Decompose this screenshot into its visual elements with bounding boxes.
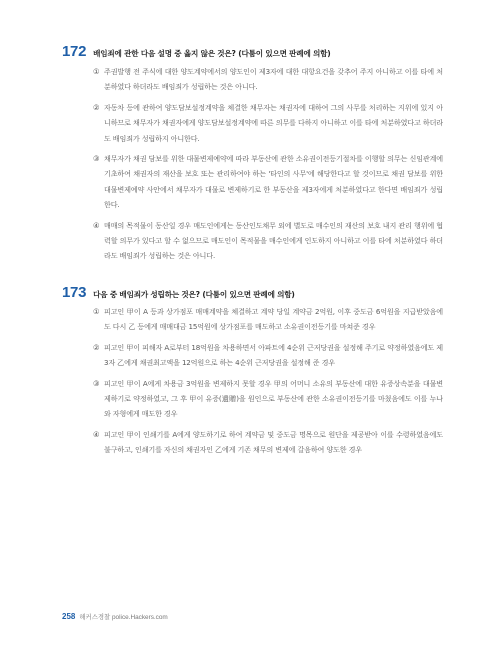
option-item [93, 304, 443, 335]
option-mark: ③ [93, 154, 100, 164]
question-title: 다음 중 배임죄가 성립하는 것은? (다툼이 있으면 판례에 의함) [93, 290, 295, 299]
page-footer [62, 612, 168, 621]
option-item [93, 100, 443, 146]
option-item [93, 64, 443, 95]
option-text: 채무자가 채권 담보를 위한 대물변제예약에 따라 부동산에 관한 소유권이전등기절차를 이행할 의무는 신임관계에 기초하여 채권자의 재산을 보호 또는 관리하여야 하는 '타인의 사무'에 해당한다고 할 것이므로 채권 담보를 위한 대물변제예약 사안에서 채무자가 대물로 변제하기로 한 부동산을 제3자에게 처분하였다고 한다면 배임죄가 성립한다. [104, 154, 443, 210]
option-mark: ① [93, 307, 100, 316]
option-item [93, 340, 443, 371]
option-item [93, 376, 443, 422]
question-172-options [93, 64, 443, 269]
option-text: 매매의 목적물이 동산일 경우 매도인에게는 동산인도채무 외에 별도로 매수인의 재산의 보호 내지 관리 행위에 협력할 의무가 있다고 할 수 없으므로 매도인이 목적물을 매수인에게 인도하지 아니하고 이를 타에 처분하였다 하더라도 배임죄가 성립하는 것은 아니다. [104, 220, 443, 261]
page-number: 258 [62, 612, 76, 621]
option-mark: ④ [93, 220, 100, 230]
question-173-options [93, 304, 443, 463]
option-text: 자동차 등에 관하여 양도담보설정계약을 체결한 채무자는 채권자에 대하여 그의 사무를 처리하는 지위에 있지 아니하므로 채무자가 채권자에게 양도담보설정계약에 따른 의무를 다하지 아니하고 이를 타에 처분하였다고 하더라도 배임죄가 성립하지 아니한다. [104, 102, 443, 143]
option-text: 피고인 甲이 인쇄기를 A에게 양도하기로 하여 계약금 및 중도금 명목으로 원단을 제공받아 이를 수령하였음에도 불구하고, 인쇄기를 자신의 채권자인 乙에게 기존 채무의 변제에 갈음하여 양도한 경우 [104, 429, 443, 455]
option-item [93, 151, 443, 213]
question-172-header [62, 43, 331, 60]
option-mark: ② [93, 342, 100, 352]
question-number: 172 [62, 43, 87, 60]
question-number: 173 [62, 284, 87, 301]
option-item [93, 427, 443, 458]
question-173-header [62, 284, 295, 301]
option-text: 주권발행 전 주식에 대한 양도계약에서의 양도인이 제3자에 대한 대항요건을 갖추어 주지 아니하고 이를 타에 처분하였다 하더라도 배임죄가 성립하는 것은 아니다. [104, 67, 443, 92]
footer-brand-text: 해커스경찰 police.Hackers.com [79, 614, 168, 621]
option-mark: ④ [93, 429, 100, 439]
option-item [93, 218, 443, 264]
option-mark: ① [93, 67, 100, 76]
option-text: 피고인 甲이 A에게 차용금 3억원을 변제하지 못할 경우 甲의 어머니 소유의 부동산에 대한 유증상속분을 대물변제하기로 약정하였고, 그 후 甲이 유증(遺贈)을 원인으로 부동산에 관한 소유권이전등기를 마쳤음에도 이를 누나와 자형에게 매도한 경우 [104, 378, 443, 419]
option-mark: ③ [93, 378, 100, 388]
option-text: 피고인 甲이 A 등과 상가점포 매매계약을 체결하고 계약 당일 계약금 2억원, 이후 중도금 6억원을 지급받았음에도 다시 乙 등에게 매매대금 15억원에 상가점포를 매도하고 소유권이전등기를 마쳐준 경우 [104, 307, 443, 332]
question-title: 배임죄에 관한 다음 설명 중 옳지 않은 것은? (다툼이 있으면 판례에 의함) [93, 49, 331, 58]
option-mark: ② [93, 102, 100, 112]
option-text: 피고인 甲이 피해자 A로부터 18억원을 차용하면서 아파트에 4순위 근저당권을 설정해 주기로 약정하였음에도 제3자 乙에게 채권최고액을 12억원으로 하는 4순위 근저당권을 설정해 준 경우 [104, 342, 443, 368]
